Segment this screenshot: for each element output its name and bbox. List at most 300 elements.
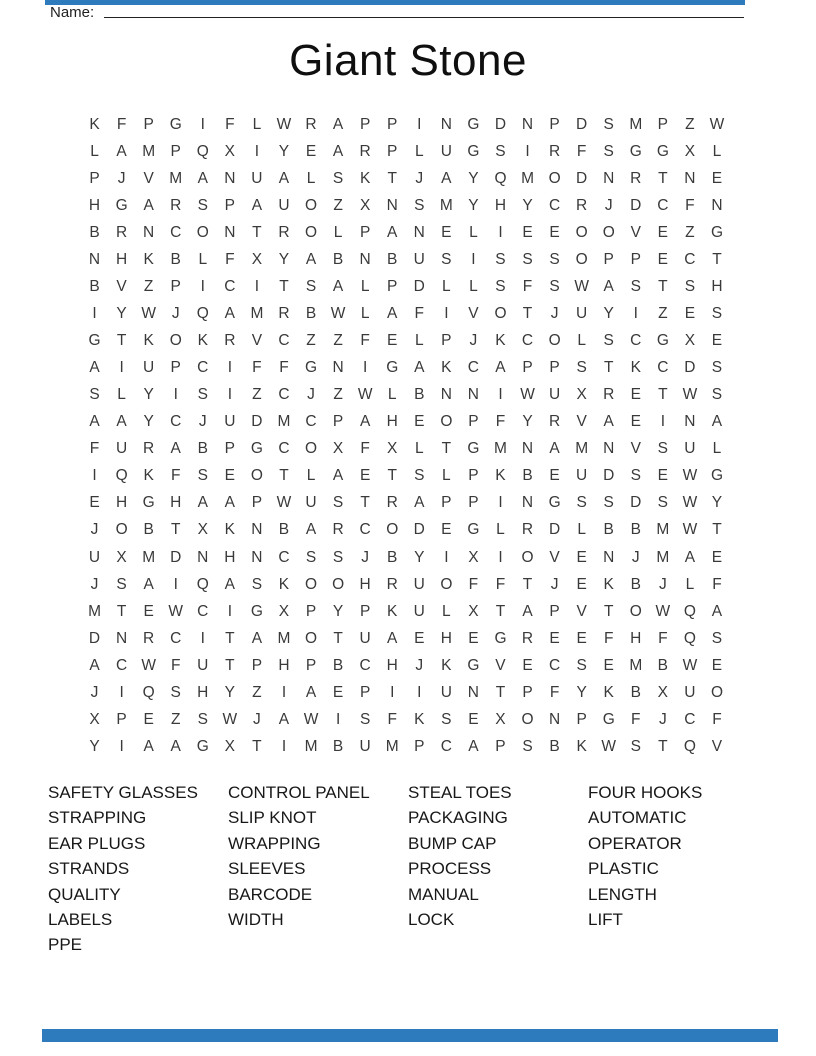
grid-letter: L: [333, 223, 343, 241]
grid-letter: A: [414, 494, 425, 512]
grid-letter: Q: [196, 575, 209, 593]
grid-letter: T: [387, 467, 397, 485]
grid-letter: E: [305, 142, 317, 160]
grid-letter: S: [495, 277, 506, 295]
grid-letter: W: [682, 494, 698, 512]
grid-letter: S: [657, 494, 669, 512]
grid-letter: P: [143, 115, 154, 133]
grid-letter: F: [712, 710, 722, 728]
grid-letter: C: [170, 413, 182, 431]
grid-letter: G: [196, 737, 209, 755]
grid-letter: N: [440, 386, 452, 404]
puzzle-grid: [81, 111, 731, 761]
grid-letter: O: [548, 169, 561, 187]
grid-letter: E: [711, 656, 723, 674]
grid-letter: U: [413, 575, 425, 593]
grid-letter: O: [305, 196, 318, 214]
grid-letter: D: [170, 548, 182, 566]
grid-letter: T: [603, 602, 614, 620]
word-item: LOCK: [408, 910, 455, 930]
grid-letter: Y: [468, 196, 479, 214]
grid-letter: B: [197, 440, 208, 458]
grid-letter: J: [361, 548, 370, 566]
grid-letter: T: [279, 467, 289, 485]
grid-letter: H: [88, 196, 101, 214]
grid-letter: O: [305, 440, 318, 458]
grid-letter: K: [359, 169, 371, 187]
grid-letter: O: [602, 223, 615, 241]
grid-letter: E: [711, 169, 723, 187]
grid-letter: L: [469, 223, 478, 241]
grid-letter: W: [330, 304, 346, 322]
word-item: SLEEVES: [228, 859, 306, 879]
grid-letter: B: [170, 250, 181, 268]
grid-letter: E: [143, 602, 154, 620]
grid-letter: W: [303, 710, 319, 728]
grid-letter: M: [439, 196, 453, 214]
grid-letter: C: [278, 332, 290, 350]
word-item: OPERATOR: [588, 833, 682, 853]
grid-letter: V: [251, 332, 263, 350]
grid-letter: R: [630, 169, 642, 187]
grid-letter: G: [305, 359, 318, 377]
grid-letter: X: [684, 142, 696, 160]
grid-letter: E: [522, 656, 533, 674]
grid-letter: P: [251, 494, 263, 512]
grid-letter: V: [495, 656, 506, 674]
grid-letter: H: [440, 629, 452, 647]
grid-letter: H: [386, 656, 398, 674]
grid-letter: V: [711, 737, 723, 755]
grid-letter: F: [468, 575, 479, 593]
grid-letter: G: [250, 602, 263, 620]
grid-letter: S: [711, 386, 723, 404]
grid-letter: Q: [196, 142, 209, 160]
grid-letter: H: [386, 413, 398, 431]
grid-letter: T: [495, 683, 506, 701]
grid-letter: X: [332, 440, 344, 458]
grid-letter: Y: [278, 250, 290, 268]
grid-letter: E: [657, 250, 669, 268]
grid-letter: Y: [143, 413, 154, 431]
grid-letter: P: [387, 115, 398, 133]
grid-letter: S: [522, 250, 533, 268]
grid-letter: E: [414, 629, 425, 647]
grid-letter: J: [550, 575, 559, 593]
grid-letter: J: [90, 521, 99, 539]
grid-letter: P: [170, 359, 181, 377]
grid-letter: I: [281, 683, 287, 701]
word-item: WRAPPING: [228, 833, 321, 853]
grid-letter: Q: [683, 629, 696, 647]
grid-letter: R: [170, 196, 182, 214]
grid-letter: O: [115, 521, 128, 539]
grid-letter: X: [116, 548, 127, 566]
grid-letter: O: [494, 304, 507, 322]
grid-letter: I: [254, 142, 260, 160]
grid-letter: P: [359, 683, 371, 701]
grid-letter: T: [712, 521, 722, 539]
grid-letter: V: [549, 548, 560, 566]
grid-letter: Y: [143, 386, 154, 404]
word-column: [588, 780, 702, 932]
grid-letter: W: [709, 115, 725, 133]
grid-letter: N: [115, 629, 128, 647]
grid-letter: F: [576, 142, 587, 160]
grid-letter: E: [603, 656, 614, 674]
grid-letter: F: [387, 710, 397, 728]
grid-letter: U: [359, 737, 371, 755]
grid-letter: D: [548, 521, 561, 539]
grid-letter: D: [576, 115, 588, 133]
grid-letter: G: [467, 142, 480, 160]
grid-letter: U: [143, 359, 155, 377]
grid-letter: J: [307, 386, 315, 404]
grid-letter: D: [630, 196, 642, 214]
grid-letter: A: [224, 494, 236, 512]
grid-letter: S: [251, 575, 263, 593]
grid-letter: P: [522, 683, 533, 701]
grid-letter: A: [197, 169, 208, 187]
grid-letter: P: [441, 332, 452, 350]
grid-letter: I: [92, 304, 97, 322]
grid-letter: J: [631, 548, 640, 566]
grid-letter: B: [332, 656, 344, 674]
grid-letter: P: [603, 250, 614, 268]
grid-letter: C: [115, 656, 128, 674]
grid-letter: X: [224, 142, 236, 160]
grid-letter: P: [116, 710, 127, 728]
grid-letter: G: [548, 494, 561, 512]
word-item: SLIP KNOT: [228, 808, 317, 828]
grid-letter: N: [332, 359, 344, 377]
grid-letter: D: [630, 494, 642, 512]
grid-letter: L: [414, 142, 424, 160]
grid-letter: Y: [414, 548, 425, 566]
grid-letter: P: [468, 413, 479, 431]
grid-letter: U: [440, 142, 452, 160]
grid-letter: C: [278, 440, 290, 458]
grid-letter: X: [468, 602, 479, 620]
grid-letter: P: [522, 359, 533, 377]
grid-letter: C: [657, 196, 669, 214]
grid-letter: M: [629, 656, 643, 674]
word-item: BARCODE: [228, 884, 313, 904]
grid-letter: R: [386, 575, 398, 593]
grid-letter: M: [277, 629, 291, 647]
word-column: [48, 780, 198, 958]
grid-letter: N: [467, 683, 479, 701]
grid-letter: L: [306, 169, 316, 187]
grid-letter: A: [332, 277, 344, 295]
grid-letter: M: [629, 115, 643, 133]
grid-letter: S: [305, 548, 317, 566]
grid-letter: E: [332, 683, 344, 701]
grid-letter: K: [603, 683, 614, 701]
grid-letter: I: [525, 142, 530, 160]
grid-letter: E: [630, 386, 641, 404]
grid-letter: I: [498, 386, 503, 404]
grid-letter: R: [603, 386, 615, 404]
grid-letter: E: [576, 575, 587, 593]
grid-letter: I: [633, 304, 638, 322]
grid-letter: A: [305, 250, 317, 268]
grid-letter: E: [359, 467, 371, 485]
grid-letter: T: [495, 602, 506, 620]
grid-letter: I: [227, 359, 232, 377]
grid-letter: N: [548, 710, 561, 728]
grid-letter: U: [278, 196, 290, 214]
grid-letter: J: [90, 683, 99, 701]
grid-letter: M: [142, 142, 156, 160]
grid-letter: N: [251, 521, 263, 539]
grid-letter: C: [684, 250, 696, 268]
word-item: STEAL TOES: [408, 783, 512, 802]
word-item: WIDTH: [228, 910, 284, 930]
grid-letter: A: [143, 737, 154, 755]
grid-letter: F: [495, 413, 506, 431]
grid-letter: B: [332, 737, 344, 755]
grid-letter: W: [141, 304, 156, 322]
grid-letter: S: [332, 494, 344, 512]
grid-letter: K: [143, 250, 154, 268]
grid-letter: A: [522, 602, 533, 620]
grid-letter: L: [496, 521, 505, 539]
grid-letter: H: [170, 494, 182, 512]
grid-letter: Y: [468, 169, 479, 187]
grid-letter: K: [89, 115, 100, 133]
grid-letter: A: [197, 494, 208, 512]
grid-letter: F: [252, 359, 262, 377]
grid-letter: H: [115, 494, 128, 512]
grid-letter: K: [143, 467, 154, 485]
grid-letter: R: [143, 440, 155, 458]
grid-letter: Y: [522, 413, 533, 431]
grid-letter: W: [682, 386, 698, 404]
grid-letter: C: [548, 196, 561, 214]
grid-letter: S: [441, 250, 452, 268]
grid-letter: D: [88, 629, 101, 647]
grid-letter: U: [88, 548, 101, 566]
grid-letter: M: [575, 440, 589, 458]
grid-letter: Y: [224, 683, 236, 701]
grid-letter: S: [305, 277, 317, 295]
grid-letter: B: [387, 548, 398, 566]
grid-letter: H: [711, 277, 723, 295]
grid-letter: Q: [494, 169, 507, 187]
grid-letter: A: [603, 277, 614, 295]
grid-letter: S: [332, 169, 344, 187]
grid-letter: C: [224, 277, 236, 295]
word-item: PACKAGING: [408, 808, 508, 828]
grid-letter: A: [305, 683, 317, 701]
grid-letter: J: [415, 169, 424, 187]
grid-letter: X: [684, 332, 696, 350]
grid-letter: G: [710, 223, 723, 241]
grid-letter: X: [387, 440, 398, 458]
grid-letter: A: [278, 169, 290, 187]
grid-letter: P: [224, 196, 236, 214]
grid-letter: C: [278, 386, 290, 404]
grid-letter: Y: [278, 142, 290, 160]
grid-letter: R: [548, 413, 561, 431]
grid-letter: X: [89, 710, 100, 728]
grid-letter: K: [495, 467, 506, 485]
grid-letter: N: [88, 250, 101, 268]
grid-letter: R: [278, 304, 290, 322]
grid-letter: T: [116, 602, 127, 620]
grid-letter: M: [88, 602, 101, 620]
grid-letter: G: [656, 332, 669, 350]
grid-letter: S: [603, 115, 614, 133]
grid-letter: B: [603, 521, 614, 539]
grid-letter: Q: [683, 602, 696, 620]
grid-letter: R: [143, 629, 155, 647]
grid-letter: Y: [116, 304, 127, 322]
grid-letter: U: [197, 656, 209, 674]
grid-letter: J: [198, 413, 207, 431]
grid-letter: I: [200, 629, 205, 647]
grid-letter: S: [549, 250, 560, 268]
grid-letter: G: [710, 467, 723, 485]
grid-letter: A: [224, 304, 236, 322]
grid-letter: U: [224, 413, 236, 431]
grid-letter: C: [630, 332, 642, 350]
grid-letter: I: [363, 359, 368, 377]
grid-letter: T: [252, 223, 262, 241]
grid-letter: E: [576, 548, 587, 566]
grid-letter: B: [305, 304, 317, 322]
grid-letter: K: [495, 332, 506, 350]
grid-letter: Z: [170, 710, 181, 728]
grid-letter: Z: [333, 386, 343, 404]
grid-letter: K: [278, 575, 290, 593]
grid-letter: S: [359, 710, 371, 728]
grid-letter: X: [224, 737, 236, 755]
grid-letter: K: [441, 359, 452, 377]
word-item: AUTOMATIC: [588, 808, 687, 828]
grid-letter: U: [115, 440, 128, 458]
grid-letter: A: [332, 115, 344, 133]
grid-letter: F: [712, 575, 722, 593]
grid-letter: K: [387, 602, 398, 620]
grid-letter: X: [251, 250, 263, 268]
grid-letter: G: [467, 656, 480, 674]
grid-letter: A: [468, 737, 479, 755]
grid-letter: V: [116, 277, 127, 295]
grid-letter: F: [170, 467, 181, 485]
grid-letter: E: [576, 629, 587, 647]
grid-letter: F: [360, 440, 370, 458]
grid-letter: Y: [522, 196, 533, 214]
grid-letter: V: [630, 440, 641, 458]
grid-letter: P: [305, 656, 317, 674]
word-item: CONTROL PANEL: [228, 783, 370, 802]
grid-letter: C: [197, 602, 209, 620]
grid-letter: A: [116, 142, 127, 160]
grid-letter: H: [359, 575, 371, 593]
grid-letter: K: [576, 737, 587, 755]
grid-letter: R: [305, 115, 317, 133]
grid-letter: R: [521, 521, 534, 539]
grid-letter: T: [225, 656, 235, 674]
grid-letter: E: [468, 710, 479, 728]
grid-letter: H: [224, 548, 236, 566]
grid-letter: W: [222, 710, 238, 728]
grid-letter: N: [386, 196, 398, 214]
grid-letter: N: [603, 440, 615, 458]
grid-letter: S: [657, 440, 669, 458]
grid-letter: S: [684, 277, 696, 295]
grid-letter: Z: [143, 277, 154, 295]
grid-letter: C: [657, 359, 669, 377]
grid-letter: Q: [115, 467, 128, 485]
grid-letter: K: [630, 359, 641, 377]
grid-letter: O: [386, 521, 399, 539]
grid-letter: G: [115, 196, 128, 214]
grid-letter: V: [630, 223, 641, 241]
grid-letter: C: [197, 359, 209, 377]
grid-letter: P: [359, 115, 371, 133]
grid-letter: F: [658, 629, 668, 647]
grid-letter: Q: [196, 304, 209, 322]
grid-letter: N: [440, 115, 452, 133]
grid-letter: A: [170, 440, 181, 458]
grid-letter: R: [224, 332, 236, 350]
grid-letter: Z: [685, 115, 695, 133]
grid-letter: L: [360, 277, 370, 295]
grid-letter: A: [387, 304, 398, 322]
grid-letter: M: [169, 169, 183, 187]
grid-letter: R: [359, 142, 371, 160]
grid-letter: J: [117, 169, 126, 187]
grid-letter: C: [359, 656, 371, 674]
grid-letter: P: [630, 250, 641, 268]
grid-letter: O: [629, 602, 642, 620]
grid-letter: U: [548, 386, 561, 404]
grid-letter: S: [414, 467, 425, 485]
grid-letter: P: [170, 277, 181, 295]
grid-letter: L: [712, 440, 722, 458]
grid-letter: T: [116, 332, 127, 350]
grid-letter: X: [657, 683, 669, 701]
grid-letter: C: [548, 656, 561, 674]
grid-letter: N: [684, 169, 696, 187]
grid-letter: O: [169, 332, 182, 350]
grid-letter: A: [89, 359, 100, 377]
grid-letter: R: [332, 521, 344, 539]
grid-letter: T: [441, 440, 452, 458]
grid-letter: O: [250, 467, 263, 485]
grid-letter: D: [413, 521, 425, 539]
grid-letter: N: [467, 386, 479, 404]
grid-letter: A: [603, 413, 614, 431]
grid-letter: O: [305, 223, 318, 241]
grid-letter: T: [252, 737, 262, 755]
grid-letter: P: [332, 413, 344, 431]
grid-letter: J: [171, 304, 180, 322]
grid-letter: M: [142, 548, 156, 566]
grid-letter: A: [495, 359, 506, 377]
grid-letter: H: [197, 683, 209, 701]
grid-letter: U: [440, 683, 452, 701]
grid-letter: K: [224, 521, 236, 539]
grid-letter: I: [119, 737, 124, 755]
grid-letter: X: [576, 386, 587, 404]
grid-letter: P: [549, 602, 560, 620]
grid-letter: C: [170, 223, 182, 241]
grid-letter: T: [658, 737, 668, 755]
